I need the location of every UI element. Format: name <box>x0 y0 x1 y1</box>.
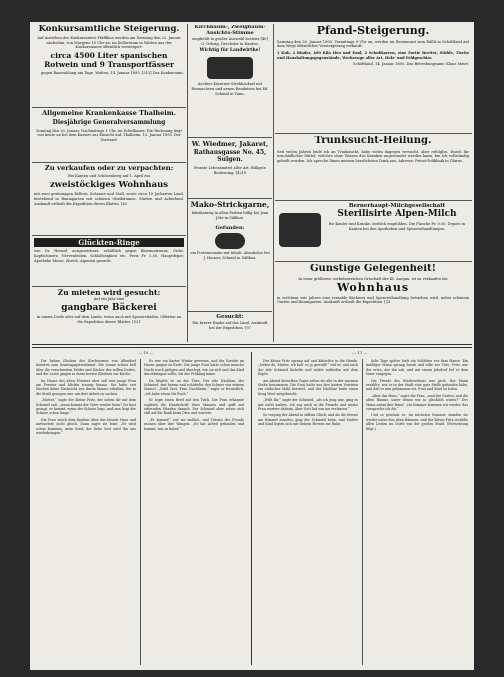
ad-gesucht-body: Ein braver Knabe auf das Land. Auskunft bei der Expedition. [97 <box>192 321 268 330</box>
ad-widmer-sub: Rathausgasse No. 45, Sulgen. <box>193 148 267 164</box>
ad-gelegenheit-body: In einer größeren, verkehrsreichen Ortschaft des Kt. Aargau, ist zu verkaufen ein <box>298 276 448 281</box>
ad-milch-body: für Kinder und Kranke, ärztlich empfohlen. Die Flasche Fr. 0.50. Depots in Kanten bei den Apotheken und Spezereihandlungen. <box>328 222 466 231</box>
ad-konkurs-title: Konkursamtliche Steigerung. <box>38 25 180 34</box>
ad-kirchbaum <box>190 25 270 135</box>
newspaper-page <box>30 22 474 670</box>
ad-gelegenheit-body2: in welchem seit Jahren eine rentable Bäckerei und Spezereihandlung betrieben wird, nebst schönem Garten und Baumgarten. Auskunft ertheilt die Expedition. [33 <box>277 295 469 305</box>
ad-ringe-body: von Dr. Hensel, ausgezeichnet, erhältlich gegen Rheumatismus, Gicht, Kopfschmerz, Nervenleiden, Schlaflosigkeit etc. Preis Fr. 2.50. Hauptdepot: Apotheke Moser, Zürich. Agenten gesucht. <box>34 249 184 263</box>
ad-milch-title: Bernerhaupt-Milchgesellschaft <box>348 203 446 209</box>
paragraph: Es war ein harter Winter gewesen, und die Vorräte im Hause gingen zu Ende. Die junge Frau hatte schon manche Nacht wach gelegen und überlegt, wie sie sich und das Kind durchbringen sollte, bis der Frühling käme. <box>144 359 244 377</box>
ad-trunksucht-title: Trunksucht-Heilung. <box>314 136 432 146</box>
ad-mieten-title: Zu mieten wird gesucht: <box>57 289 161 297</box>
page-number-right: — 11 — <box>352 350 368 355</box>
ad-trunksucht <box>277 136 469 198</box>
machine-illustration <box>207 57 253 79</box>
ad-verpachten-title: Zu verkaufen oder zu verpachten: <box>44 165 174 172</box>
paragraph: „Wißt Ihr,“ sagte der Schmied, „als ich jung war, ging es mir nicht anders. Ich zog auch in die Fremde und meine Frau wartete daheim. Aber Gott hat uns nie verlassen.“ <box>258 398 358 412</box>
ad-milch <box>277 203 469 259</box>
paragraph: Da klopfte es an der Türe. Der alte Nachbar, der Schmied, trat herein und schüttelte den Schnee von seinem Mantel. „Grüß Gott, Frau Nachbarin,“ sagte er freundlich, „ich habe etwas für Euch.“ <box>144 378 244 396</box>
ad-mieten <box>34 289 184 339</box>
cow-illustration <box>279 213 321 247</box>
ad-verpachten-body: Bei Kanten und Schönenberg auf 1. April ein <box>68 174 150 179</box>
ad-ringe-title: Glückten-Ringe <box>34 238 184 247</box>
paragraph: Die Frau strich dem Knaben über das blonde Haar und antwortete nicht gleich. Dann sagte sie leise: „Er wird schon kommen, mein Kind; der liebe Gott wird ihn uns wiederbringen.“ <box>36 417 136 436</box>
ad-ringe <box>34 238 184 284</box>
ad-gesucht <box>190 314 270 340</box>
animal-illustration <box>215 233 245 249</box>
page-number-left: — 10 — <box>138 350 154 355</box>
ad-widmer-body: Feinste Lebensmittel aller Art. Billigste Bedienung. [4219 <box>194 166 266 176</box>
ad-konkurs-foot: gegen Baarzahlung am Tage. Watten, 14. Januar 1895. [515] Das Konkursamt. <box>41 71 184 76</box>
paragraph: So verging der Abend in stillem Glück, und als die Sterne am Himmel standen, ging der Schmied heim, und Mutter und Kind legten sich mit frohem Herzen zur Ruhe. <box>258 413 358 427</box>
ad-gelegenheit-title: Günstige Gelegenheit! <box>309 264 437 274</box>
ad-krankenkasse-sub: Diesjährige Generalversammlung <box>52 118 166 126</box>
paragraph: Die lieben Glocken des Kirchturmes von Allendorf läuteten zum Sonntagsgottesdienst. Die Sonne schien hell über die verschneiten Felder und Dächer des stillen Dorfes, und die Leute gingen in ihren besten Kleidern zur Kirche. <box>36 359 136 377</box>
ad-mieten-sub: Auf ein Jahr eine <box>93 296 125 301</box>
article-column-3 <box>258 359 358 665</box>
ad-kirchbaum-title: Kirchbaum-, Zweigbaum-Ansichts-Stimme <box>194 25 266 36</box>
paragraph: Und so geschah es. Im nächsten Sommer standen sie wieder unter den alten Bäumen, und der kleine Fritz erzählte allen Leuten im Dorfe von der großen Stadt. (Fortsetzung folgt.) <box>366 413 468 431</box>
paragraph: „Er kommt!“ rief sie endlich, und Tränen der Freude rannen über ihre Wangen. „Er hat Arbeit gefunden und kommt, uns zu holen!“ <box>144 417 244 431</box>
ad-strickgarne-sub: Gefunden: <box>215 224 245 231</box>
ad-widmer-title: W. Wiedmer, Jakaret, <box>191 140 269 148</box>
article-column-1 <box>36 359 136 665</box>
ad-verpachten-big: zweistöckiges Wohnhaus <box>49 179 169 190</box>
ad-kirchbaum-sub: Wichtig für Landwirthe! <box>199 48 261 54</box>
ad-gesucht-title: Gesucht: <box>216 314 244 320</box>
ad-trunksucht-body: Seit vielen Jahren leide ich an Trunksucht, habe vieles dagegen versucht, aber erfolglos. Durch Ihr unschädliches Mittel, welches ohne Wissen des Kranken angewendet werden kann, bin ich vollständig geheilt worden. Ich spreche Ihnen meinen herzlichsten Dank aus. Adresse: Privat-Poliklinik in Glarus. <box>277 149 469 163</box>
ad-milch-big: Sterilisirte Alpen-Milch <box>337 209 457 220</box>
paragraph: Acht Tage später hielt ein Schlitten vor dem Hause. Ein kräftiger Mann sprang herab und eilte zur Türe. Fritz war der erste, der ihn sah, und mit einem Jubelruf lief er dem Vater entgegen. <box>366 359 468 377</box>
ad-verpachten-body2: mit zwei geräumigen Kellern, Scheune und Stall, sowie circa 10 Jucharten Land, bestehend in Baumgarten mit schönen Obstbäumen, Matten und Ackerland. Auskunft ertheilt die Expedition dieses Blattes. [62 <box>34 192 184 206</box>
article-column-4 <box>366 359 468 665</box>
ad-konkurs-body: Auf Anstehen des Konkursamtes Pfäffikon werden am Dienstag den 22. Januar nächsthin, von Morgens 10 Uhr an, im Kellerraum in Watten aus der Konkursmasse öffentlich versteigert: <box>37 35 181 50</box>
ad-krankenkasse-title: Allgemeine Krankenkasse Thalheim. <box>42 110 176 117</box>
paragraph: Er legte einen Brief auf den Tisch. Die Frau erkannte sogleich die Handschrift ihres Mannes und griff mit zitternden Händen danach. Der Schmied aber setzte sich still auf die Bank beim Ofen und wartete. <box>144 398 244 416</box>
ad-krankenkasse <box>34 110 184 160</box>
ad-strickgarne-title: Mako-Strickgarne, <box>190 201 270 209</box>
ad-konkurs-big: circa 4500 Liter spanischen Rotwein und 9 Transportfässer <box>44 51 174 69</box>
ad-strickgarne <box>190 201 270 309</box>
ad-strickgarne-body2: ein Portemonnaie mit Inhalt. Abzuholen bei J. Hauser, Schmid in Säfikon. <box>190 251 270 261</box>
paragraph: Die Freude des Wiedersehens war groß. Der Mann erzählte, wie er in der Stadt eine gute Stelle gefunden habe, und daß er nun gekommen sei, Frau und Kind zu holen. <box>366 378 468 392</box>
ad-pfand-title: Pfand-Steigerung. <box>316 25 430 37</box>
ad-kirchbaum-body2: Aechter Kärntner-Strohhäcksel mit Eisenachsen und neuen Bandeisen bei Ed. Schmid in Tann. <box>191 82 269 96</box>
ad-strickgarne-body: fabrikaturig in allen Farben billig bei Jean Jöhr in Säfikon. <box>191 211 269 220</box>
ad-konkurs <box>34 25 184 105</box>
ad-pfand <box>277 25 469 131</box>
ad-pfand-body: Samstag den 26. Januar 1895, Vormittags 9 Uhr an, werden im Restaurant zum Rößli in Schöftland auf dem Wege öffentlicher Versteigerung verkauft: <box>277 39 469 49</box>
ad-krankenkasse-body: Sonntag den 20. Januar, Nachmittags 1 Uhr, im Schulhause. Die Rechnung liegt von heute an bei dem Kassier zur Einsicht auf. Thalheim, 12. Januar 1895. Der Vorstand. <box>36 128 182 143</box>
ad-mieten-big: gangbare Bäckerei <box>61 302 157 313</box>
ad-kirchbaum-body: empfiehlt in großer Auswahl bestens [40] G. Gehrig, Drechsler in Kanten. <box>192 37 268 46</box>
ad-mieten-foot: in einem Dorfe oder auf dem Lande, wenn auch mit Spezereiladen. Offerten an die Expedition dieses Blattes. [521 <box>36 315 182 325</box>
ad-gelegenheit-big: Wohnhaus <box>336 281 410 295</box>
ad-pfand-foot: Schöftland, 14. Januar 1895. Das Betreibungsamt: Klaus Meier. <box>353 62 469 67</box>
paragraph: Der kleine Fritz sprang auf und klatschte in die Hände. „Siehst du, Mutter, ich hab' es ja gewußt!“ rief er, und auch der alte Schmied lächelte und nickte zufrieden mit dem Kopfe. <box>258 359 358 377</box>
ad-widmer <box>190 140 270 196</box>
article-column-2 <box>144 359 244 665</box>
ad-gelegenheit <box>277 264 469 342</box>
paragraph: „Aber das Haus,“ sagte die Frau, „und der Garten, und die alten Bäume, unter denen wir so glücklich waren?“ Der Mann nahm ihre Hand: „Im Sommer kommen wir wieder, das verspreche ich dir.“ <box>366 393 468 412</box>
paragraph: Im Hause des alten Försters aber saß eine junge Frau am Fenster und blickte traurig hinaus. Sie hatte seit Wochen keine Nachricht von ihrem Manne erhalten, der in die Stadt gezogen war, um dort Arbeit zu suchen. <box>36 378 136 396</box>
ad-verpachten <box>34 165 184 233</box>
paragraph: „Mutter,“ sagte der kleine Fritz, der neben ihr auf dem Schemel saß, „wann kommt der Vater wieder heim? Du hast gesagt, er kommt, wenn der Schnee liegt, und nun liegt der Schnee schon lange.“ <box>36 398 136 416</box>
ad-pfand-body2: 1 Kuh, 2 Rinder, 400 Kilo Heu und Emd, 2 Schubkarren, eine Partie Bretter, Stühle, Tische und Haushaltungsgegenstände, Werkzeuge aller Art, Holz- und Feldgeschirr. <box>277 51 469 60</box>
paragraph: Am Abend desselben Tages saßen sie alle in der warmen Stube beisammen. Die Frau hatte aus den letzten Vorräten ein einfaches Mahl bereitet, und der Nachbar hatte einen Krug Most mitgebracht. <box>258 378 358 396</box>
